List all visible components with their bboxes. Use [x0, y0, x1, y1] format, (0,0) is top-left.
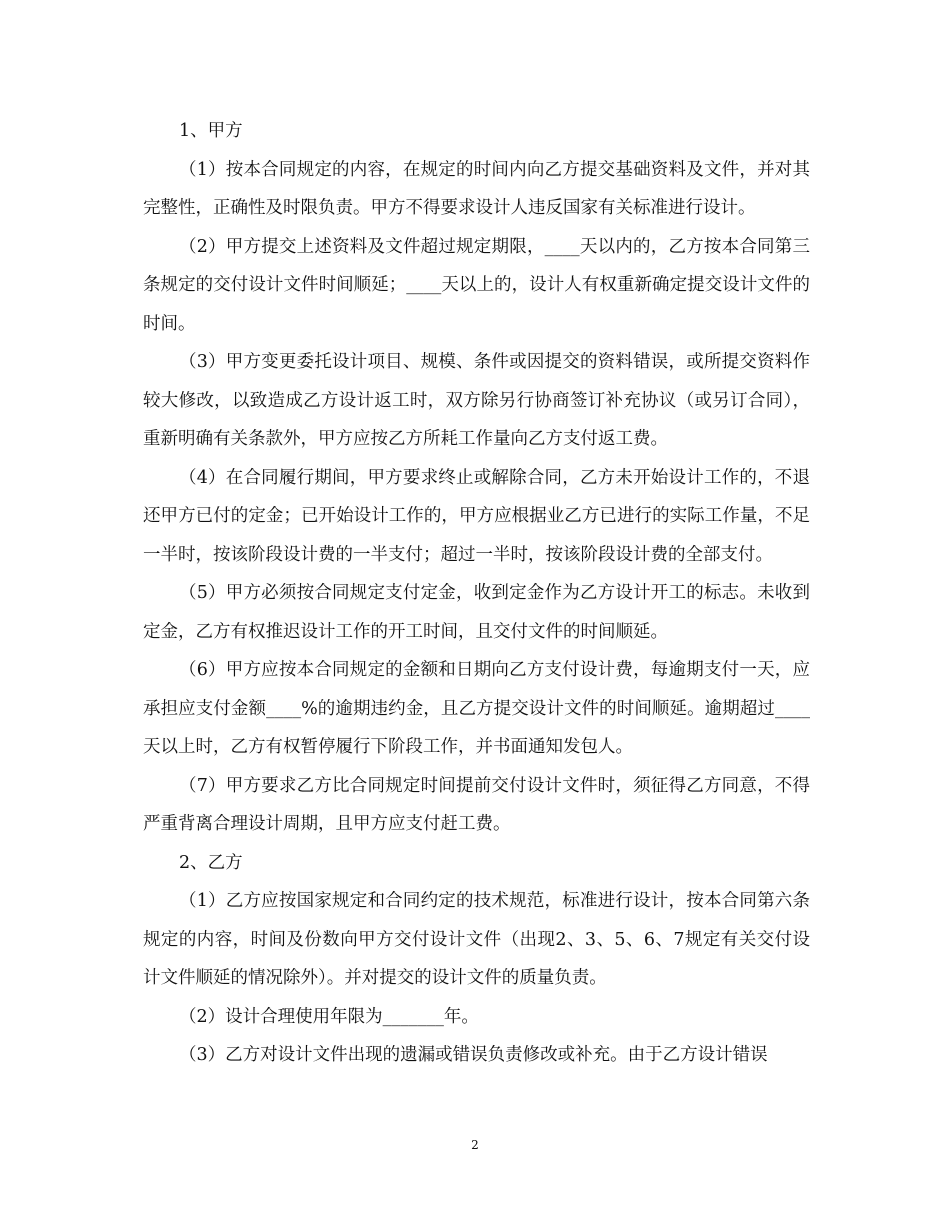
- page-number: 2: [471, 1138, 479, 1152]
- clause-a-3: （3）甲方变更委托设计项目、规模、条件或因提交的资料错误，或所提交资料作较大修改，以致造成乙方设计返工时，双方除另行协商签订补充协议（或另订合同），重新明确有关条款外，甲方应按乙方所耗工作量向乙方支付返工费。: [143, 352, 810, 449]
- clause-a-6: （6）甲方应按本合同规定的金额和日期向乙方支付设计费，每逾期支付一天，应承担应支付金额____%的逾期违约金，且乙方提交设计文件的时间顺延。逾期超过____天以上时，乙方有权暂停履行下阶段工作，并书面通知发包人。: [143, 660, 810, 757]
- clause-b-3: （3）乙方对设计文件出现的遗漏或错误负责修改或补充。由于乙方设计错误: [179, 1045, 768, 1065]
- clause-b-1: （1）乙方应按国家规定和合同约定的技术规范，标准进行设计，按本合同第六条规定的内容，时间及份数向甲方交付设计文件（出现2、3、5、6、7规定有关交付设计文件顺延的情况除外）。并对提交的设计文件的质量负责。: [143, 891, 810, 988]
- clause-a-4: （4）在合同履行期间，甲方要求终止或解除合同，乙方未开始设计工作的，不退还甲方已付的定金；已开始设计工作的，甲方应根据业乙方已进行的实际工作量，不足一半时，按该阶段设计费的一半支付；超过一半时，按该阶段设计费的全部支付。: [143, 467, 810, 565]
- clause-a-1: （1）按本合同规定的内容，在规定的时间内向乙方提交基础资料及文件，并对其完整性，正确性及时限负责。甲方不得要求设计人违反国家有关标准进行设计。: [143, 159, 810, 218]
- section-heading-party-a: 1、甲方: [179, 121, 243, 141]
- clause-a-2: （2）甲方提交上述资料及文件超过规定期限，____天以内的，乙方按本合同第三条规定的交付设计文件时间顺延；____天以上的，设计人有权重新确定提交设计文件的时间。: [143, 236, 810, 334]
- clause-a-7: （7）甲方要求乙方比合同规定时间提前交付设计文件时，须征得乙方同意，不得严重背离合理设计周期，且甲方应支付赶工费。: [143, 775, 810, 834]
- document-body: [143, 112, 810, 1075]
- clause-b-2: （2）设计合理使用年限为_______年。: [179, 1006, 479, 1027]
- clause-a-5: （5）甲方必须按合同规定支付定金，收到定金作为乙方设计开工的标志。未收到定金，乙方有权推迟设计工作的开工时间，且交付文件的时间顺延。: [143, 583, 810, 642]
- section-heading-party-b: 2、乙方: [179, 852, 243, 873]
